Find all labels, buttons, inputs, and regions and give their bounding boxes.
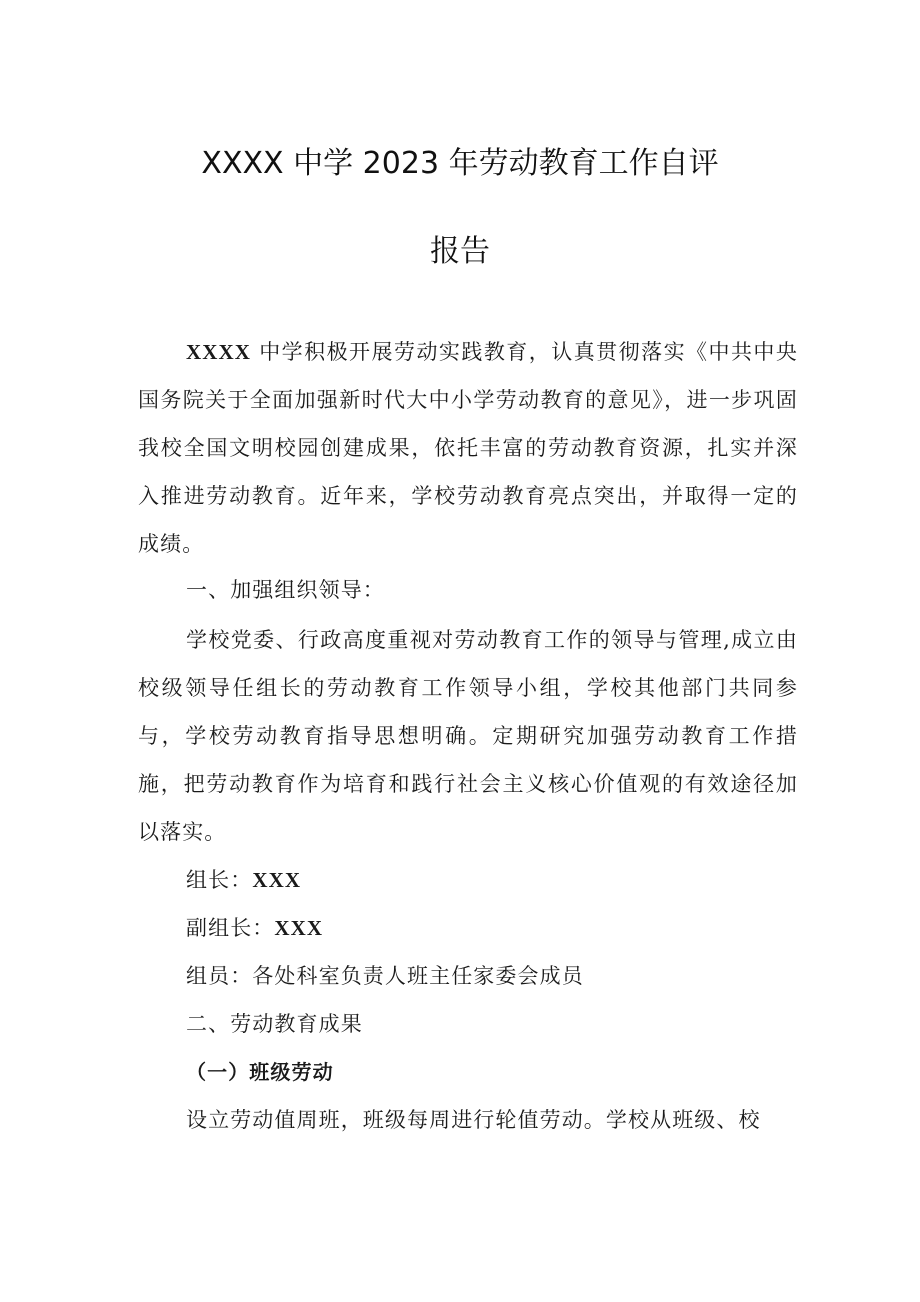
section-1-heading: 一、加强组织领导：	[186, 578, 385, 602]
group-leader-name: XXX	[252, 868, 302, 892]
section-1-paragraph: 学校党委、行政高度重视对劳动教育工作的领导与管理,成立由校级领导任组长的劳动教育工作领导小组，学校其他部门共同参与，学校劳动教育指导思想明确。定期研究加强劳动教育工作措施，把劳动教育作为培育和践行社会主义核心价值观的有效途径加以落实。	[138, 628, 798, 844]
section-2-heading: 二、劳动教育成果	[186, 1012, 363, 1036]
group-members-line: 组员：各处科室负责人班主任家委会成员	[186, 964, 584, 988]
document-title-line-1: XXXX 中学 2023 年劳动教育工作自评	[201, 146, 719, 181]
intro-school-name: XXXX	[186, 340, 252, 364]
section-2-sub-heading: （一）班级劳动	[186, 1060, 334, 1084]
intro-text: 中学积极开展劳动实践教育，认真贯彻落实《中共中央国务院关于全面加强新时代大中小学劳动教育的意见》，进一步巩固我校全国文明校园创建成果，依托丰富的劳动教育资源，扎实并深入推进劳动教育。近年来，学校劳动教育亮点突出，并取得一定的成绩。	[138, 340, 798, 556]
deputy-leader-line	[186, 904, 323, 952]
section-2-paragraph-start: 设立劳动值周班，班级每周进行轮值劳动。学校从班级、校	[186, 1108, 761, 1132]
intro-paragraph	[138, 328, 798, 568]
document-title-line-2: 报告	[430, 234, 490, 269]
group-leader-label: 组长：	[186, 868, 253, 892]
deputy-leader-name: XXX	[274, 916, 324, 940]
deputy-leader-label: 副组长：	[186, 916, 275, 940]
group-leader-line	[186, 856, 301, 904]
